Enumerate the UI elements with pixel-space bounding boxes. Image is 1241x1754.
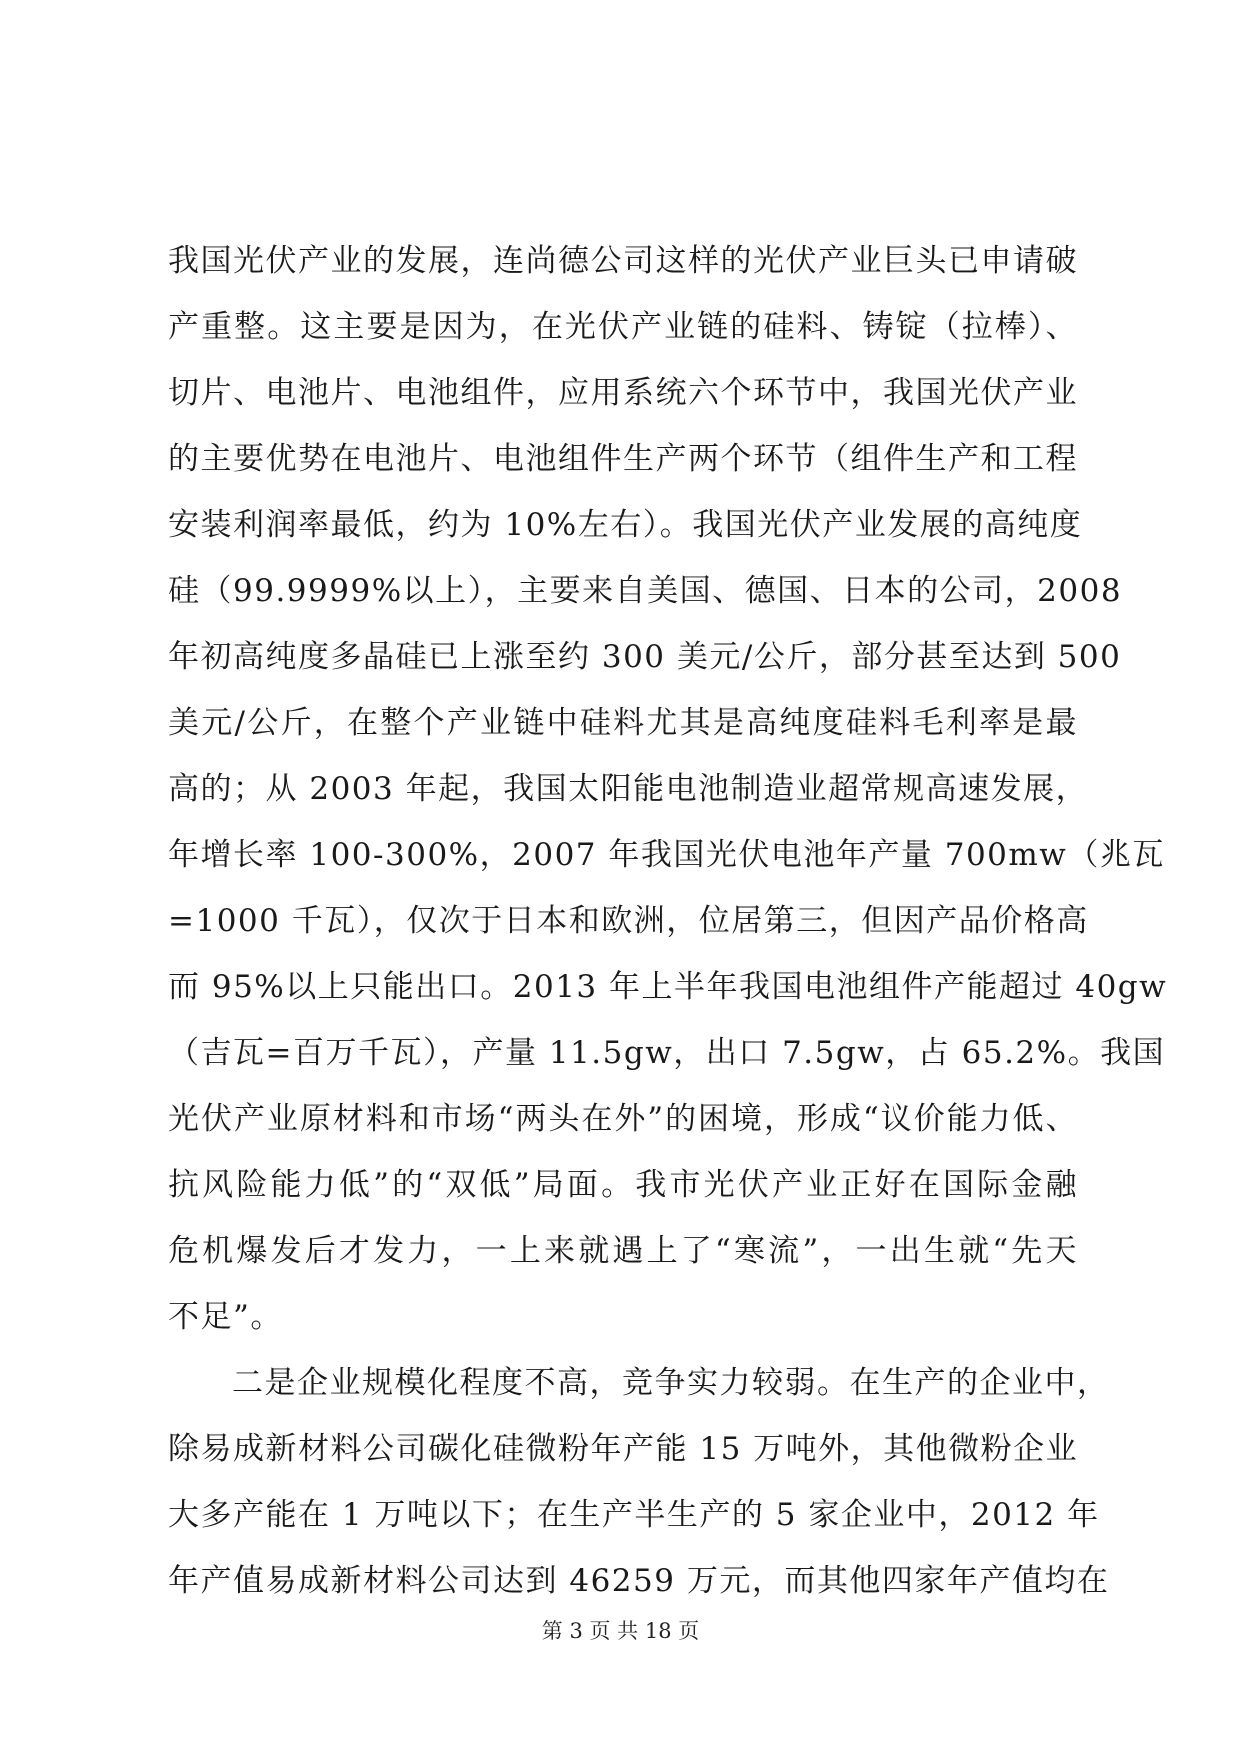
text-line: 不足”。 xyxy=(168,1299,283,1335)
text-line: 硅（99.9999%以上），主要来自美国、德国、日本的公司，2008 xyxy=(168,573,1123,609)
text-line: 切片、电池片、电池组件，应用系统六个环节中，我国光伏产业 xyxy=(168,375,1078,411)
text-line: 年初高纯度多晶硅已上涨至约 300 美元/公斤，部分甚至达到 500 xyxy=(168,639,1122,675)
text-line: 高的；从 2003 年起，我国太阳能电池制造业超常规高速发展， xyxy=(168,771,1089,807)
text-line: （吉瓦=百万千瓦），产量 11.5gw，出口 7.5gw，占 65.2%。我国 xyxy=(168,1035,1166,1071)
text-line: 的主要优势在电池片、电池组件生产两个环节（组件生产和工程 xyxy=(168,441,1078,477)
text-line: 安装利润率最低，约为 10%左右）。我国光伏产业发展的高纯度 xyxy=(168,507,1083,543)
text-line: 危机爆发后才发力，一上来就遇上了“寒流”，一出生就“先天 xyxy=(168,1233,1078,1269)
text-line: 年产值易成新材料公司达到 46259 万元，而其他四家年产值均在 xyxy=(168,1563,1110,1599)
text-line: 大多产能在 1 万吨以下；在生产半生产的 5 家企业中，2012 年 xyxy=(168,1497,1100,1533)
page-number-footer: 第 3 页 共 18 页 xyxy=(541,1619,700,1643)
text-line: 而 95%以上只能出口。2013 年上半年我国电池组件产能超过 40gw xyxy=(168,969,1168,1005)
body-text xyxy=(168,228,1168,1614)
text-line: 抗风险能力低”的“双低”局面。我市光伏产业正好在国际金融 xyxy=(168,1167,1078,1203)
text-line: 产重整。这主要是因为，在光伏产业链的硅料、铸锭（拉棒）、 xyxy=(168,309,1078,345)
text-line: 我国光伏产业的发展，连尚德公司这样的光伏产业巨头已申请破 xyxy=(168,243,1078,279)
text-line: 年增长率 100-300%，2007 年我国光伏电池年产量 700mw（兆瓦 xyxy=(168,837,1165,873)
text-line: 除易成新材料公司碳化硅微粉年产能 15 万吨外，其他微粉企业 xyxy=(168,1431,1079,1467)
paragraph-first-line: 二是企业规模化程度不高，竞争实力较弱。在生产的企业中， xyxy=(232,1365,1110,1401)
text-line: 光伏产业原材料和市场“两头在外”的困境，形成“议价能力低、 xyxy=(168,1101,1078,1137)
text-line: =1000 千瓦），仅次于日本和欧洲，位居第三，但因产品价格高 xyxy=(168,903,1089,939)
text-line: 美元/公斤，在整个产业链中硅料尤其是高纯度硅料毛利率是最 xyxy=(168,705,1078,741)
